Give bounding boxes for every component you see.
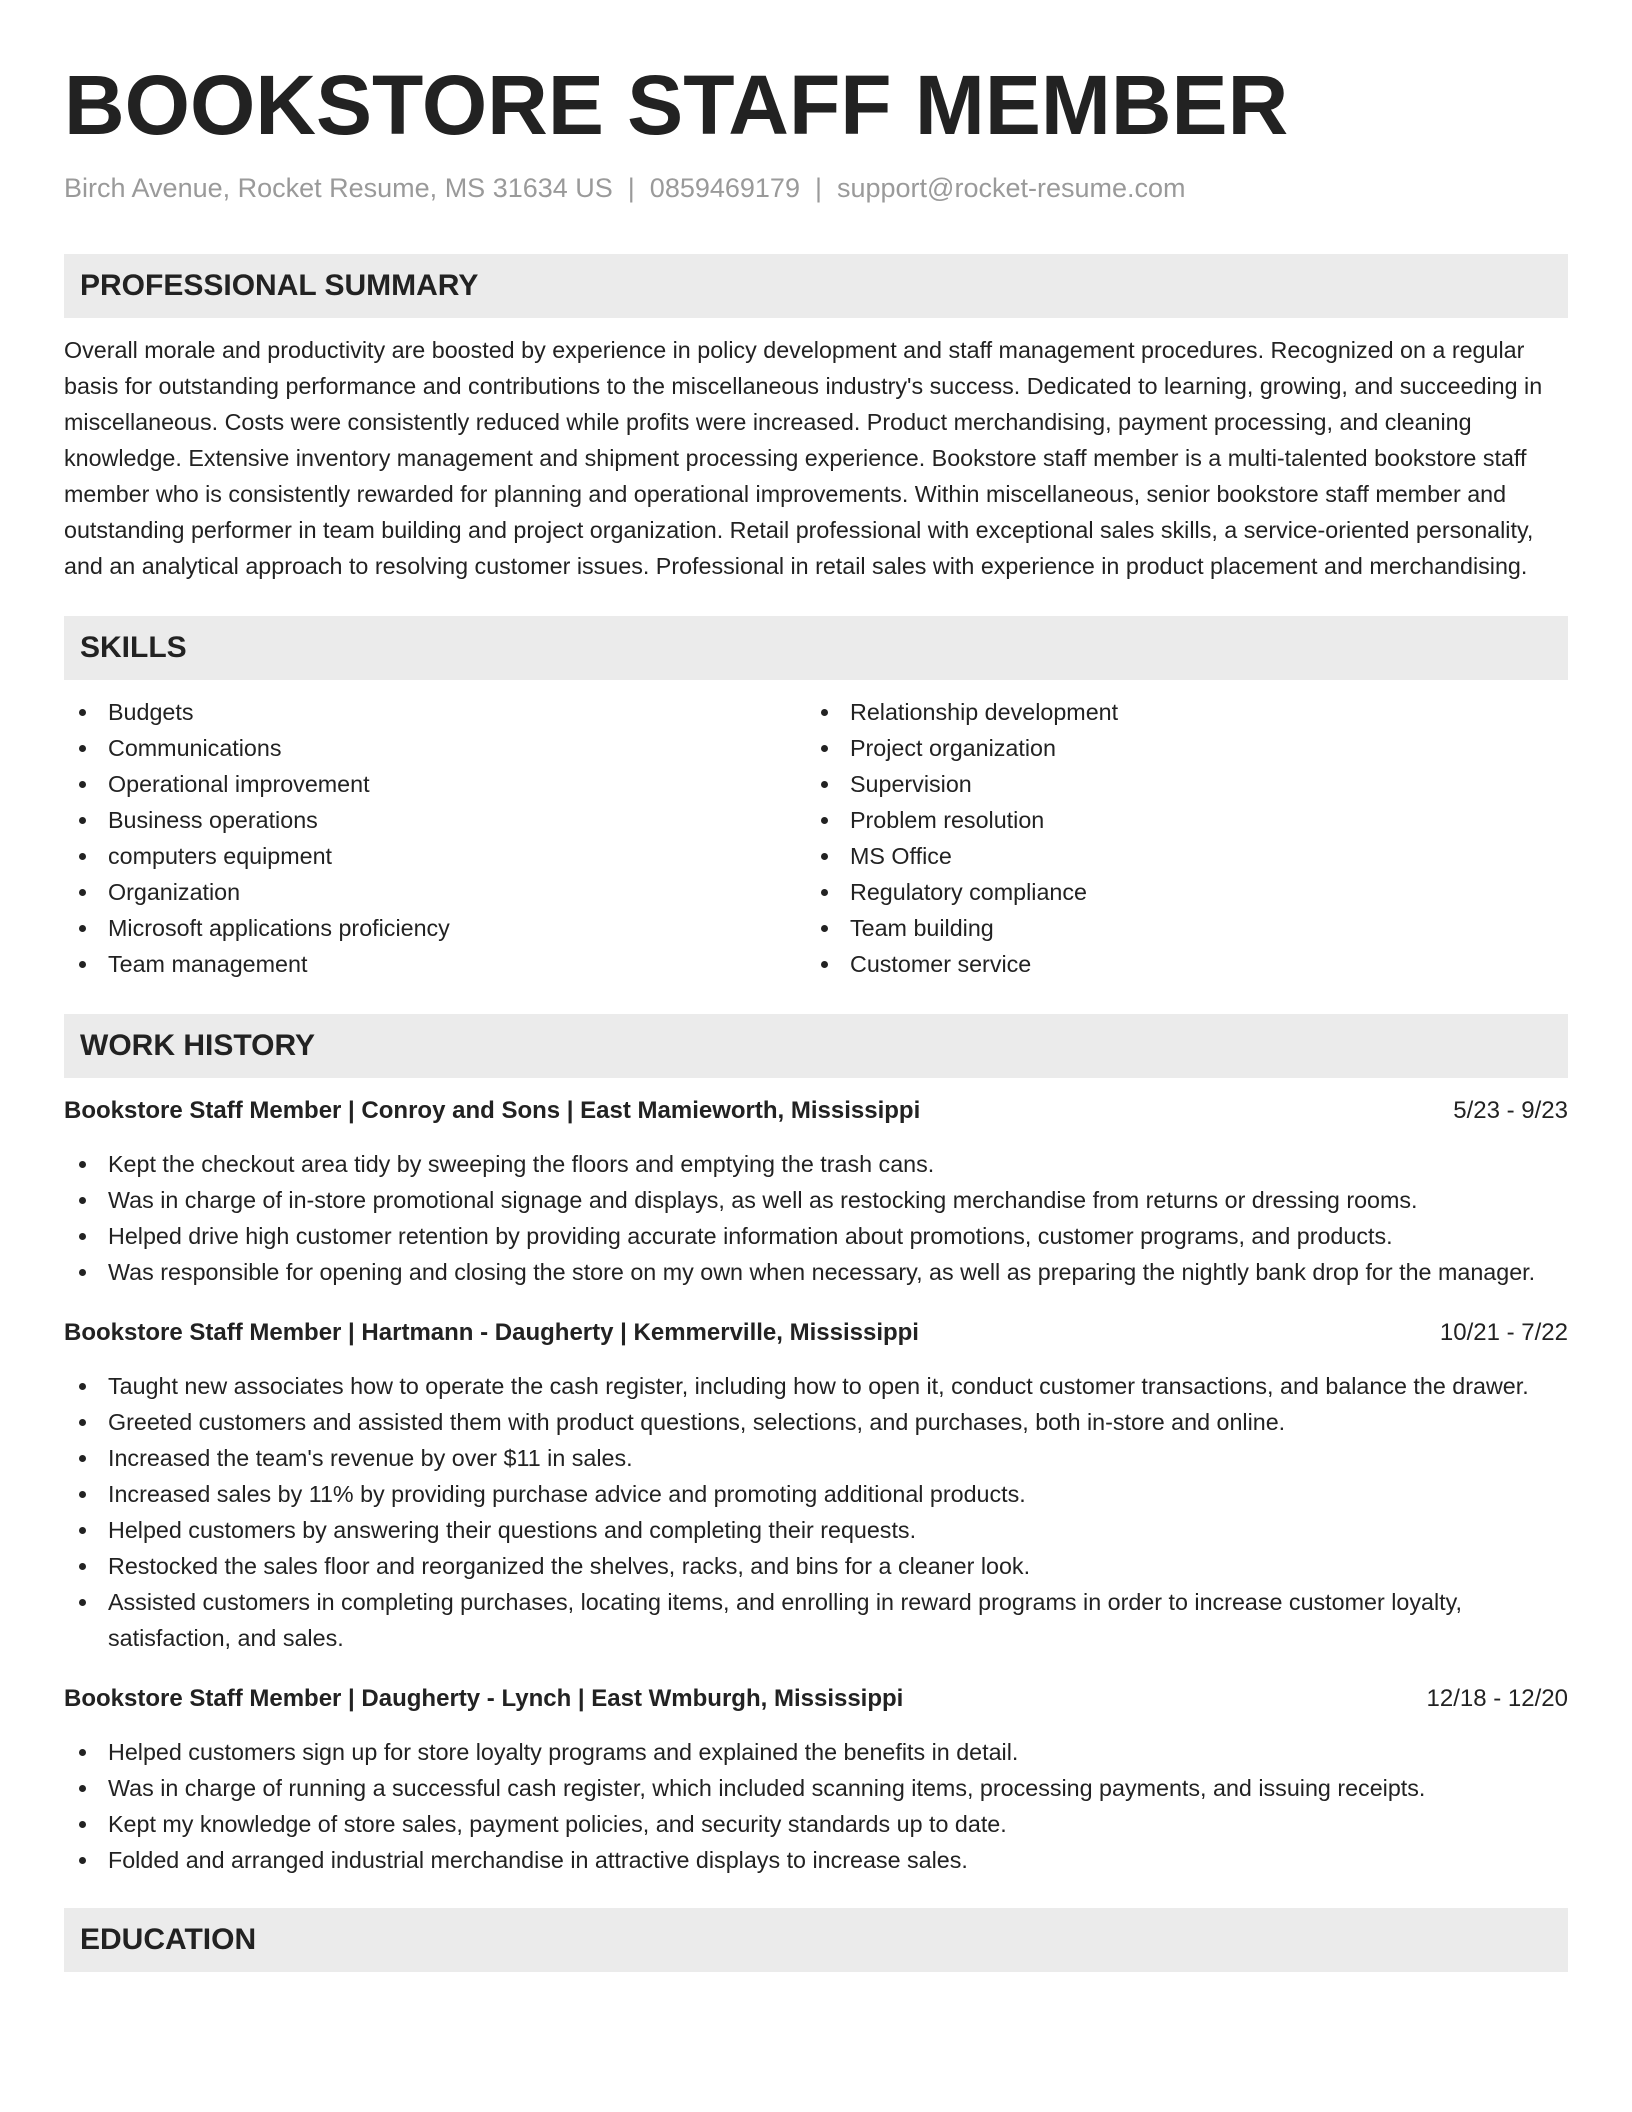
skill-item: Team building [806,910,1548,946]
skill-item: Microsoft applications proficiency [64,910,806,946]
skill-item: MS Office [806,838,1548,874]
summary-paragraph: Overall morale and productivity are boosted by experience in policy development and staff management procedures. Recognized on a regular basis for outstanding performance and contributions to the miscellaneous industry's success. Dedicated to learning, growing, and succeeding in miscellaneous. Costs were consistently reduced while profits were increased. Product merchandising, payment processing, and cleaning knowledge. Extensive inventory management and shipment processing experience. Bookstore staff member is a multi-talented bookstore staff member who is consistently rewarded for planning and operational improvements. Within miscellaneous, senior bookstore staff member and outstanding performer in team building and project organization. Retail professional with exceptional sales skills, a service-oriented personality, and an analytical approach to resolving customer issues. Professional in retail sales with experience in product placement and merchandising. [64,337,1543,579]
job-dates: 10/21 - 7/22 [1439,1319,1568,1346]
job-header [64,1094,1568,1128]
skill-item: Problem resolution [806,802,1548,838]
skill-item: Communications [64,730,806,766]
job-bullet: Was in charge of running a successful cash register, which included scanning items, processing payments, and issuing receipts. [64,1770,1568,1806]
job-bullet: Was responsible for opening and closing the store on my own when necessary, as well as preparing the nightly bank drop for the manager. [64,1254,1568,1290]
job-bullet-list [64,1368,1568,1656]
job-bullet: Kept my knowledge of store sales, payment policies, and security standards up to date. [64,1806,1568,1842]
resume-page [64,0,1568,1972]
skill-item: Project organization [806,730,1548,766]
job-bullet: Increased sales by 11% by providing purchase advice and promoting additional products. [64,1476,1568,1512]
skill-item: Customer service [806,946,1548,982]
job-bullet: Restocked the sales floor and reorganized the shelves, racks, and bins for a cleaner look. [64,1548,1568,1584]
job-bullet: Greeted customers and assisted them with product questions, selections, and purchases, both in-store and online. [64,1404,1568,1440]
job-dates: 5/23 - 9/23 [1453,1097,1568,1124]
skill-item: computers equipment [64,838,806,874]
contact-separator: | [814,173,822,203]
skill-item: Relationship development [806,694,1548,730]
job-header [64,1682,1568,1716]
job-dates: 12/18 - 12/20 [1426,1685,1568,1712]
section-header-skills: SKILLS [64,616,1568,680]
skills-grid [64,694,1568,982]
section-header-education: EDUCATION [64,1908,1568,1972]
skill-item: Team management [64,946,806,982]
skill-item: Supervision [806,766,1548,802]
job-title: Bookstore Staff Member | Daugherty - Lynch | East Wmburgh, Mississippi [64,1685,904,1712]
job-bullet-list [64,1734,1568,1878]
job-bullet: Increased the team's revenue by over $11 in sales. [64,1440,1568,1476]
contact-phone: 0859469179 [649,173,800,203]
job-bullet: Helped customers by answering their questions and completing their requests. [64,1512,1568,1548]
job-bullet: Was in charge of in-store promotional signage and displays, as well as restocking merchandise from returns or dressing rooms. [64,1182,1568,1218]
job-bullet: Helped drive high customer retention by providing accurate information about promotions, customer programs, and products. [64,1218,1568,1254]
contact-email: support@rocket-resume.com [836,173,1186,203]
skill-item: Regulatory compliance [806,874,1548,910]
job-bullet: Taught new associates how to operate the cash register, including how to open it, conduct customer transactions, and balance the drawer. [64,1368,1568,1404]
job-bullet: Helped customers sign up for store loyalty programs and explained the benefits in detail. [64,1734,1568,1770]
section-header-summary: PROFESSIONAL SUMMARY [64,254,1568,318]
skill-item: Operational improvement [64,766,806,802]
contact-separator: | [627,173,635,203]
job-entry [64,1682,1568,1878]
job-header [64,1316,1568,1350]
job-entry [64,1094,1568,1290]
contact-address: Birch Avenue, Rocket Resume, MS 31634 US [64,173,613,203]
job-bullet: Folded and arranged industrial merchandise in attractive displays to increase sales. [64,1842,1568,1878]
skills-column-right [806,694,1548,982]
job-bullet: Kept the checkout area tidy by sweeping the floors and emptying the trash cans. [64,1146,1568,1182]
job-title: Bookstore Staff Member | Hartmann - Daugherty | Kemmerville, Mississippi [64,1319,919,1346]
skills-column-left [64,694,806,982]
job-bullet: Assisted customers in completing purchases, locating items, and enrolling in reward programs in order to increase customer loyalty, satisfaction, and sales. [64,1584,1568,1656]
job-title: Bookstore Staff Member | Conroy and Sons | East Mamieworth, Mississippi [64,1097,921,1124]
job-entry [64,1316,1568,1656]
job-bullet-list [64,1146,1568,1290]
skill-item: Business operations [64,802,806,838]
section-header-work-history: WORK HISTORY [64,1014,1568,1078]
contact-line [64,172,1568,204]
candidate-name: BOOKSTORE STAFF MEMBER [64,58,1289,152]
skill-item: Budgets [64,694,806,730]
skill-item: Organization [64,874,806,910]
